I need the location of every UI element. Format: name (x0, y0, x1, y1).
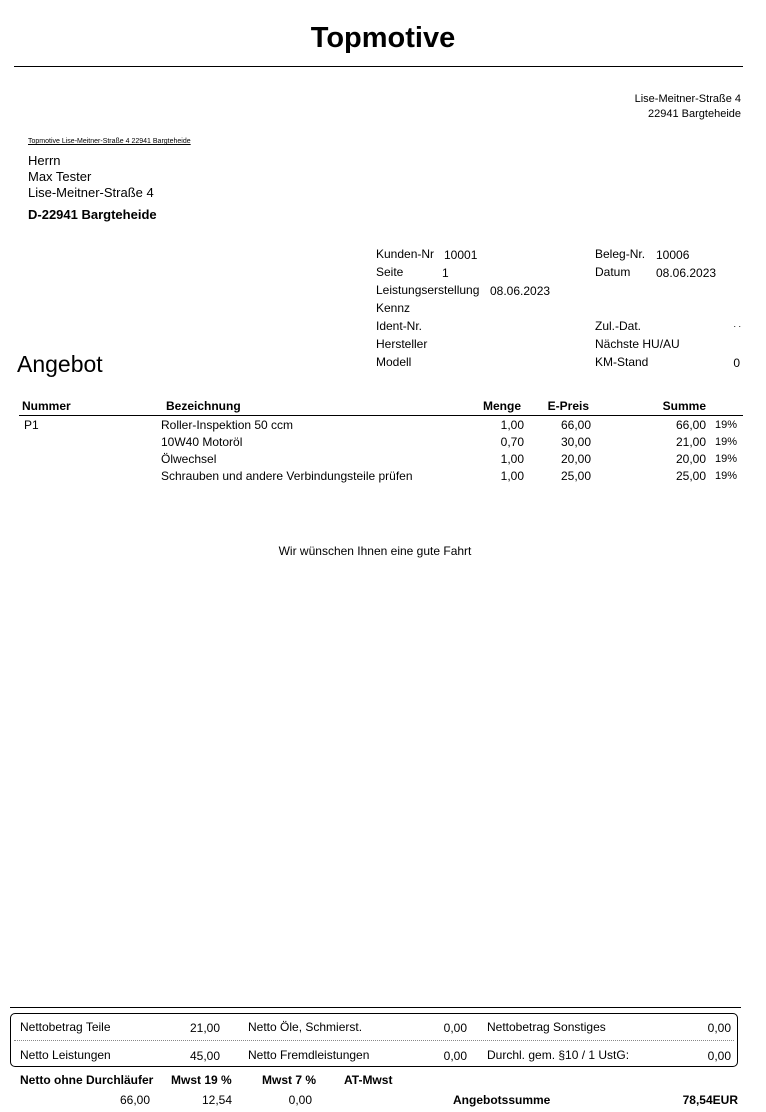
row-vat: 19% (715, 419, 738, 431)
vat19-value: 12,54 (201, 1093, 232, 1107)
row-sum: 21,00 (675, 435, 706, 449)
row-number: P1 (24, 418, 39, 432)
row-vat: 19% (715, 453, 738, 465)
col-description: Bezeichnung (166, 399, 241, 413)
customer-no: 10001 (444, 248, 478, 262)
row-description: Roller-Inspektion 50 ccm (161, 418, 294, 432)
doc-no: 10006 (656, 248, 690, 262)
net-parts-value: 21,00 (189, 1021, 220, 1035)
net-excl-value: 66,00 (119, 1093, 150, 1107)
service-date-label: Leistungserstellung (376, 283, 480, 297)
vat7-label: Mwst 7 % (262, 1073, 317, 1087)
service-date: 08.06.2023 (490, 284, 551, 298)
row-sum: 25,00 (675, 469, 706, 483)
row-vat: 19% (715, 470, 738, 482)
row-quantity: 1,00 (500, 418, 524, 432)
reg-date: . . (733, 319, 741, 329)
company-street: Lise-Meitner-Straße 4 (634, 93, 741, 105)
recipient-salutation: Herrn (28, 153, 61, 168)
row-vat: 19% (715, 436, 738, 448)
row-unit-price: 30,00 (560, 435, 591, 449)
next-inspection-label: Nächste HU/AU (595, 337, 680, 351)
row-quantity: 1,00 (500, 452, 524, 466)
col-quantity: Menge (482, 399, 521, 413)
model-label: Modell (376, 355, 412, 369)
passthrough-value: 0,00 (707, 1049, 731, 1063)
doc-no-label: Beleg-Nr. (595, 247, 646, 261)
col-sum: Summe (662, 399, 706, 413)
net-oils-label: Netto Öle, Schmierst. (248, 1020, 363, 1034)
row-unit-price: 20,00 (560, 452, 591, 466)
col-number: Nummer (22, 399, 71, 413)
closing-greeting: Wir wünschen Ihnen eine gute Fahrt (278, 544, 472, 558)
row-quantity: 1,00 (500, 469, 524, 483)
vat7-value: 0,00 (288, 1093, 312, 1107)
passthrough-label: Durchl. gem. §10 / 1 UstG: (487, 1048, 630, 1062)
date-label: Datum (595, 265, 631, 279)
net-other-label: Nettobetrag Sonstiges (487, 1020, 606, 1034)
reg-date-label: Zul.-Dat. (595, 319, 642, 333)
page-label: Seite (376, 265, 404, 279)
offer-sum-value: 78,54EUR (682, 1093, 738, 1107)
offer-sum-label: Angebotssumme (453, 1093, 551, 1107)
at-vat-label: AT-Mwst (344, 1073, 393, 1087)
row-quantity: 0,70 (500, 435, 524, 449)
company-title: Topmotive (310, 22, 456, 54)
net-other-value: 0,00 (707, 1021, 731, 1035)
net-external-value: 0,00 (443, 1049, 467, 1063)
net-parts-label: Nettobetrag Teile (20, 1020, 111, 1034)
summary-row-divider (14, 1040, 734, 1041)
sender-line: Topmotive Lise-Meitner-Straße 4 22941 Bargteheide (28, 138, 191, 145)
row-unit-price: 66,00 (560, 418, 591, 432)
footer-divider (10, 1007, 741, 1008)
km-value: 0 (733, 356, 740, 370)
manufacturer-label: Hersteller (376, 337, 428, 351)
recipient-street: Lise-Meitner-Straße 4 (28, 185, 154, 200)
row-sum: 20,00 (675, 452, 706, 466)
date-value: 08.06.2023 (656, 266, 717, 280)
net-excl-label: Netto ohne Durchläufer (20, 1073, 154, 1087)
customer-no-label: Kunden-Nr (376, 247, 435, 261)
document-title: Angebot (17, 351, 103, 377)
net-services-value: 45,00 (189, 1049, 220, 1063)
km-label: KM-Stand (595, 355, 649, 369)
row-unit-price: 25,00 (560, 469, 591, 483)
net-services-label: Netto Leistungen (20, 1048, 111, 1062)
col-unit-price: E-Preis (547, 399, 589, 413)
page-number: 1 (442, 266, 449, 280)
company-city: 22941 Bargteheide (648, 108, 741, 120)
row-description: Schrauben und andere Verbindungsteile prüfen (161, 469, 413, 483)
net-external-label: Netto Fremdleistungen (248, 1048, 370, 1062)
table-header-rule (19, 415, 743, 416)
row-sum: 66,00 (675, 418, 706, 432)
recipient-name: Max Tester (28, 169, 92, 184)
row-description: Ölwechsel (161, 452, 217, 466)
plate-label: Kennz (376, 301, 411, 315)
recipient-city: D-22941 Bargteheide (28, 207, 157, 222)
row-description: 10W40 Motoröl (161, 435, 243, 449)
ident-label: Ident-Nr. (376, 319, 423, 333)
header-divider (14, 66, 743, 67)
vat19-label: Mwst 19 % (171, 1073, 232, 1087)
net-oils-value: 0,00 (443, 1021, 467, 1035)
